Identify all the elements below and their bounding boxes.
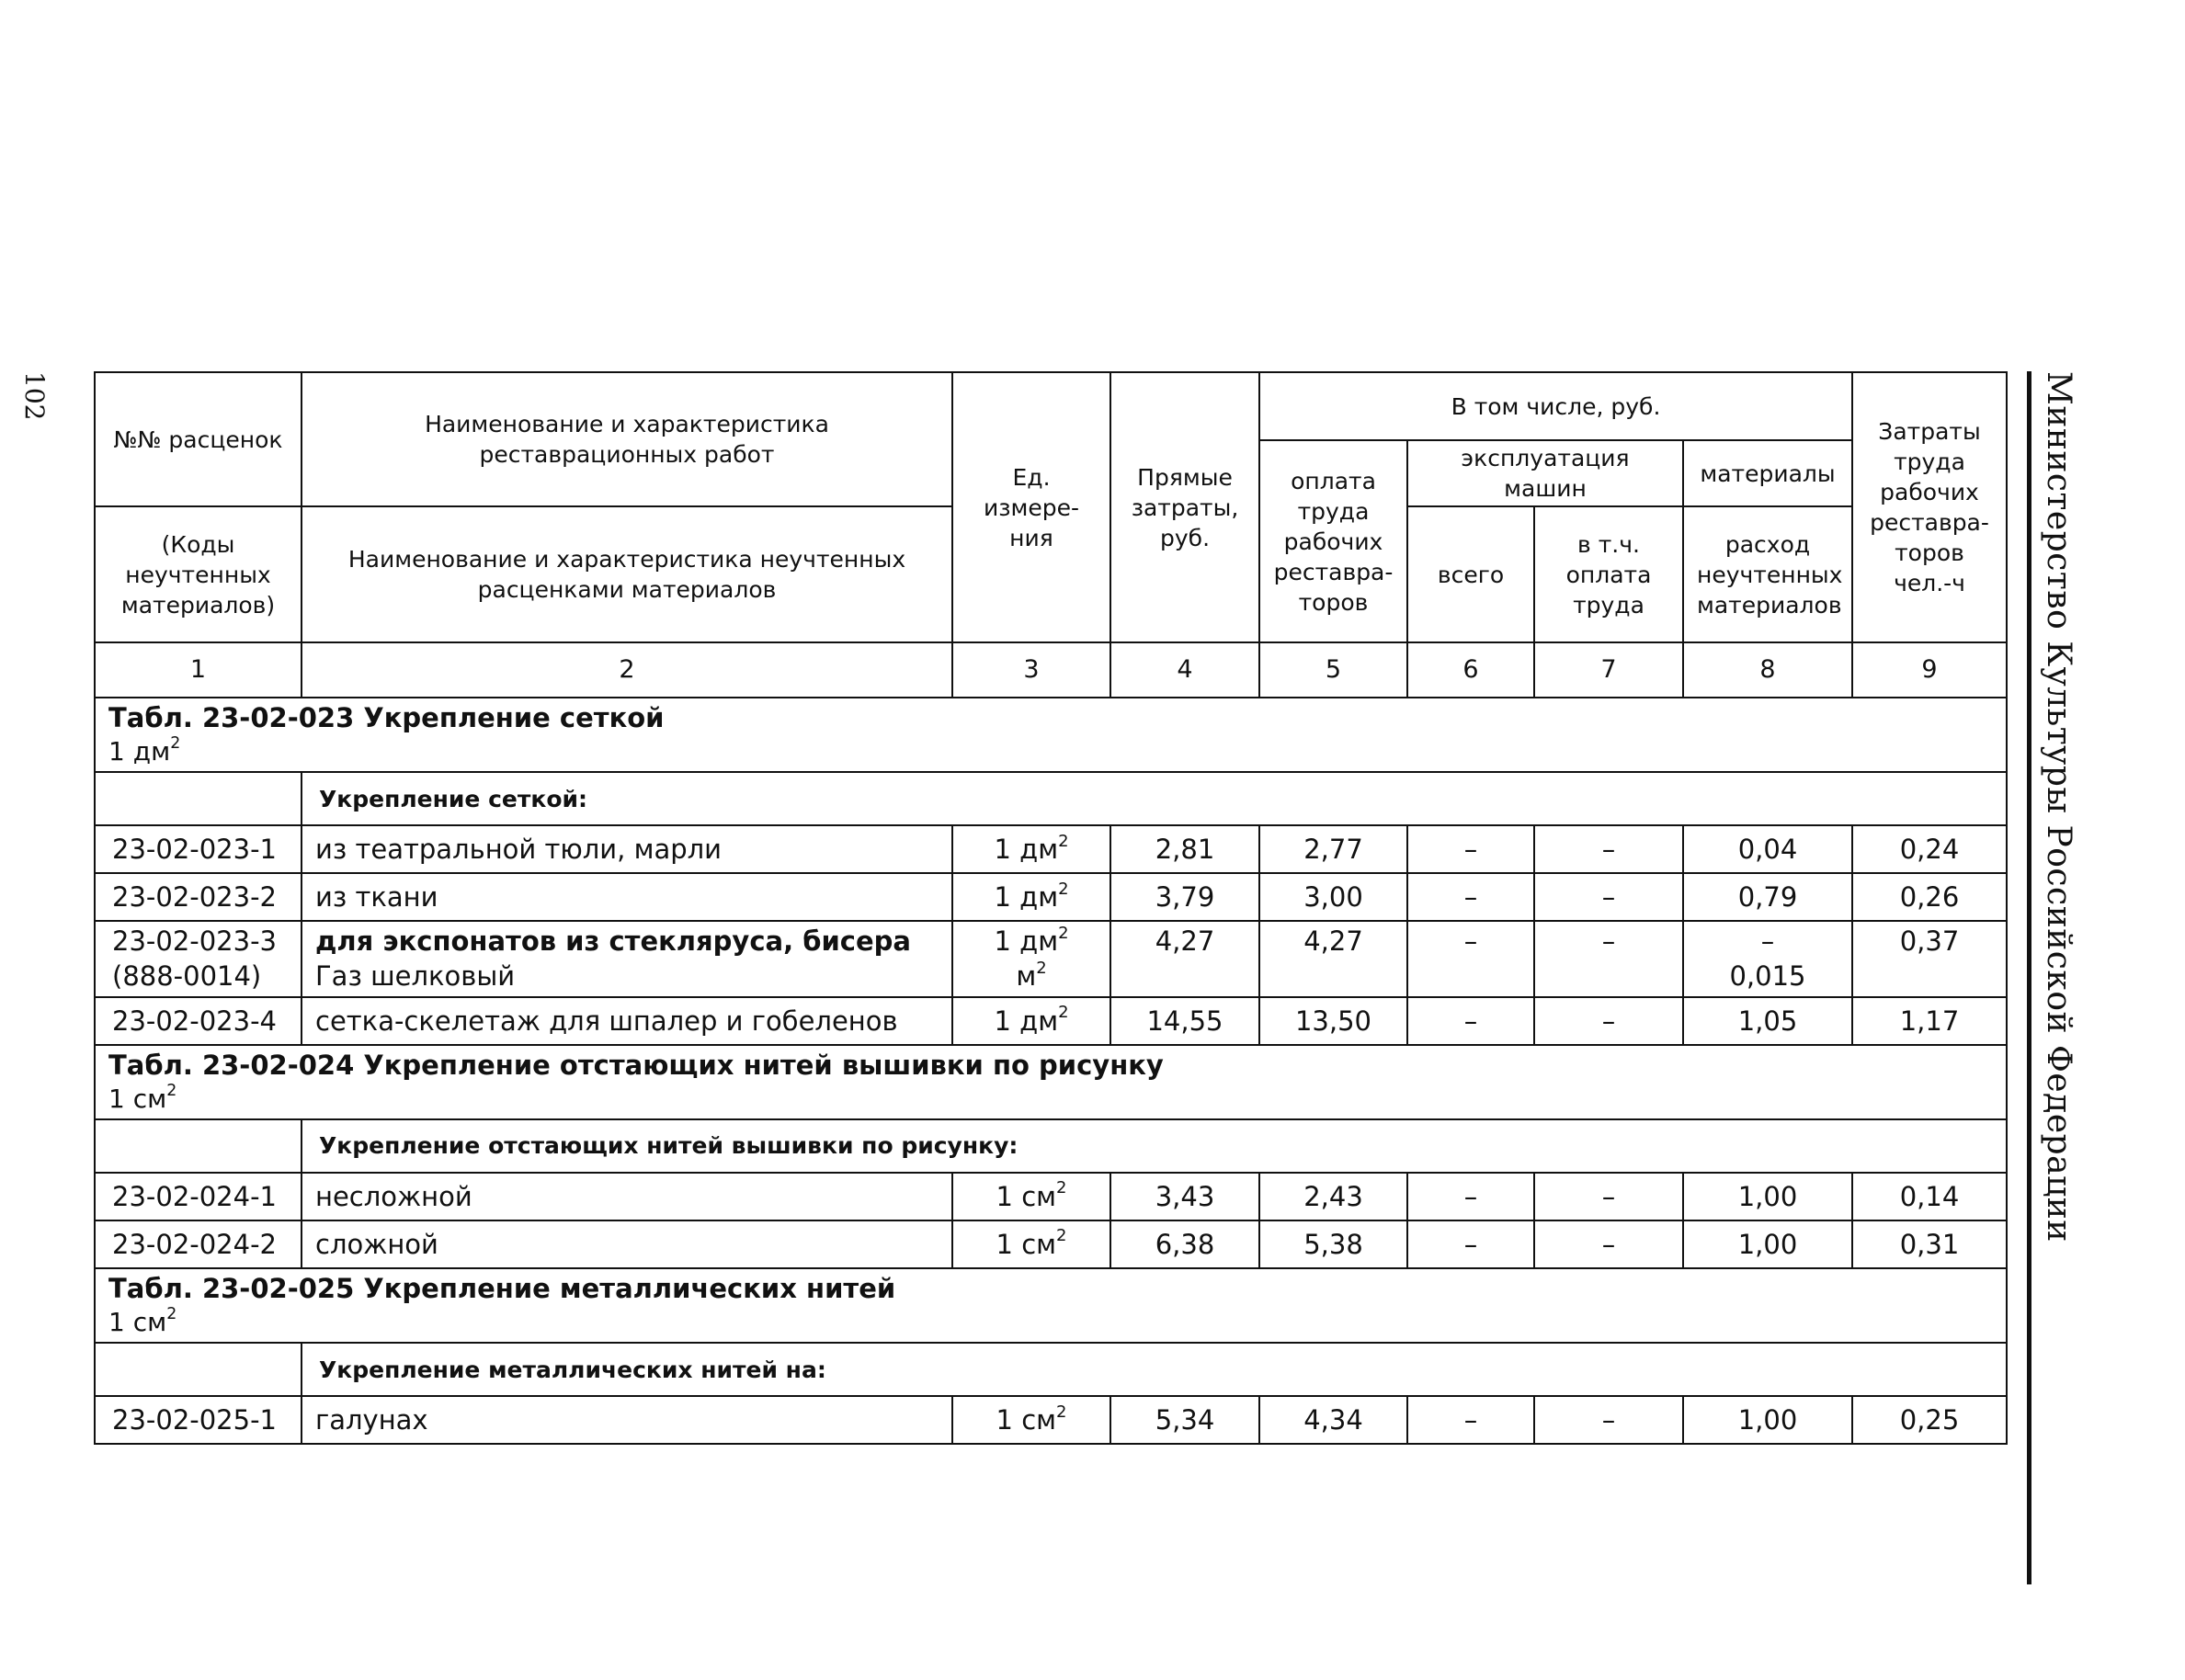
unit-cell: 1 $дм^2$ [952, 873, 1110, 921]
labor-cost: 4,34 [1259, 1396, 1407, 1444]
rate-code: 23-02-024-1 [95, 1173, 302, 1220]
direct-cost: 4,27 [1110, 921, 1259, 997]
unit-cell: 1 $дм^2$ [952, 997, 1110, 1045]
labor-hours: 0,14 [1852, 1173, 2007, 1220]
materials-cost: 0,04 [1683, 825, 1852, 873]
labor-hours: 0,37 [1852, 921, 2007, 997]
material-name: Газ шелковый [315, 960, 516, 993]
section-unit: 1 $дм^2$ [108, 734, 181, 767]
work-name [302, 921, 952, 997]
unit-cell: 1 $дм^2$ $м^2$ [952, 921, 1110, 997]
machine-cost: – [1407, 873, 1534, 921]
labor-cost: 2,77 [1259, 825, 1407, 873]
header-labor-hours: Затраты труда рабочих реставра-торов чел.-ч [1852, 372, 2007, 642]
materials-cost: – 0,015 [1683, 921, 1852, 997]
header-direct-costs: Прямые затраты, руб. [1110, 372, 1259, 642]
work-name: несложной [302, 1173, 952, 1220]
machine-cost: – [1407, 825, 1534, 873]
machine-cost: – [1407, 1220, 1534, 1268]
header-machines: эксплуатация машин [1407, 440, 1683, 506]
direct-cost: 3,79 [1110, 873, 1259, 921]
section-title: Табл. 23-02-024 Укрепление отстающих нитей вышивки по рисунку [108, 1049, 1164, 1081]
direct-cost: 6,38 [1110, 1220, 1259, 1268]
work-name: галунах [302, 1396, 952, 1444]
direct-cost: 2,81 [1110, 825, 1259, 873]
machine-cost: – [1407, 921, 1534, 997]
section-unit: 1 $см^2$ [108, 1305, 177, 1338]
labor-hours: 0,31 [1852, 1220, 2007, 1268]
work-name: сетка-скелетаж для шпалер и гобеленов [302, 997, 952, 1045]
labor-hours: 1,17 [1852, 997, 2007, 1045]
machine-labor-cost: – [1534, 825, 1683, 873]
header-name-bottom: Наименование и характеристика неучтенных расценками материалов [302, 506, 952, 642]
header-codes-bottom: (Коды неучтенных материалов) [95, 506, 302, 642]
machine-labor-cost: – [1534, 1220, 1683, 1268]
page-number: 102 [19, 371, 50, 421]
column-number: 7 [1534, 642, 1683, 698]
unit-cell: 1 $см^2$ [952, 1220, 1110, 1268]
header-labor-pay: оплата труда рабочих реставра-торов [1259, 440, 1407, 642]
column-number: 5 [1259, 642, 1407, 698]
unit-cell: 1 $см^2$ [952, 1173, 1110, 1220]
header-machines-total: всего [1407, 506, 1534, 642]
machine-cost: – [1407, 1396, 1534, 1444]
column-number: 2 [302, 642, 952, 698]
section-header [95, 1268, 2007, 1343]
section-unit: 1 $см^2$ [108, 1082, 177, 1115]
rate-code: 23-02-023-1 [95, 825, 302, 873]
rate-code [95, 921, 302, 997]
table-row [95, 873, 2007, 921]
machine-cost: – [1407, 1173, 1534, 1220]
header-name-top: Наименование и характеристика реставрационных работ [302, 372, 952, 506]
table-row [95, 1220, 2007, 1268]
column-numbers-row [95, 642, 2007, 698]
work-name: сложной [302, 1220, 952, 1268]
labor-cost: 3,00 [1259, 873, 1407, 921]
machine-labor-cost: – [1534, 997, 1683, 1045]
rate-code: 23-02-023-4 [95, 997, 302, 1045]
subsection-row [95, 1343, 2007, 1396]
unit-cell: 1 $см^2$ [952, 1396, 1110, 1444]
materials-cost: 0,79 [1683, 873, 1852, 921]
header-materials: материалы [1683, 440, 1852, 506]
work-name: из ткани [302, 873, 952, 921]
labor-hours: 0,26 [1852, 873, 2007, 921]
table-row [95, 997, 2007, 1045]
machine-labor-cost: – [1534, 873, 1683, 921]
machine-labor-cost: – [1534, 1396, 1683, 1444]
section-header [95, 1045, 2007, 1119]
table-row [95, 1173, 2007, 1220]
materials-cost: 1,00 [1683, 1220, 1852, 1268]
header-materials-usage: расход неучтенных материалов [1683, 506, 1852, 642]
subsection-title: Укрепление отстающих нитей вышивки по рисунку: [302, 1119, 2007, 1173]
table-row [95, 921, 2007, 997]
direct-cost: 5,34 [1110, 1396, 1259, 1444]
rate-code: 23-02-024-2 [95, 1220, 302, 1268]
header-unit: Ед. измере-ния [952, 372, 1110, 642]
machine-labor-cost: – [1534, 921, 1683, 997]
table-row [95, 825, 2007, 873]
direct-cost: 14,55 [1110, 997, 1259, 1045]
labor-hours: 0,24 [1852, 825, 2007, 873]
header-machines-labor: в т.ч. оплата труда [1534, 506, 1683, 642]
section-title: Табл. 23-02-023 Укрепление сеткой [108, 702, 665, 733]
direct-cost: 3,43 [1110, 1173, 1259, 1220]
unit-cell: 1 $дм^2$ [952, 825, 1110, 873]
column-number: 1 [95, 642, 302, 698]
machine-labor-cost: – [1534, 1173, 1683, 1220]
rate-code-main: 23-02-023-3 [112, 925, 277, 958]
subsection-title: Укрепление металлических нитей на: [302, 1343, 2007, 1396]
side-title: Министерство Культуры Российской Федерации [2040, 371, 2077, 1243]
work-name: из театральной тюли, марли [302, 825, 952, 873]
rate-code: 23-02-023-2 [95, 873, 302, 921]
materials-cost: 1,00 [1683, 1173, 1852, 1220]
labor-cost: 4,27 [1259, 921, 1407, 997]
right-border-rule [2027, 371, 2031, 1584]
column-number: 6 [1407, 642, 1534, 698]
labor-cost: 2,43 [1259, 1173, 1407, 1220]
work-name-main: для экспонатов из стекляруса, бисера [315, 925, 911, 958]
header-codes-top: №№ расценок [95, 372, 302, 506]
subsection-row [95, 1119, 2007, 1173]
material-code: (888-0014) [112, 960, 262, 993]
materials-cost: 1,00 [1683, 1396, 1852, 1444]
labor-cost: 13,50 [1259, 997, 1407, 1045]
header-including: В том числе, руб. [1259, 372, 1852, 440]
column-number: 9 [1852, 642, 2007, 698]
subsection-row [95, 772, 2007, 825]
table-row [95, 1396, 2007, 1444]
labor-hours: 0,25 [1852, 1396, 2007, 1444]
column-number: 3 [952, 642, 1110, 698]
column-number: 4 [1110, 642, 1259, 698]
subsection-title: Укрепление сеткой: [302, 772, 2007, 825]
rate-code: 23-02-025-1 [95, 1396, 302, 1444]
rates-table [94, 371, 2008, 1445]
labor-cost: 5,38 [1259, 1220, 1407, 1268]
section-title: Табл. 23-02-025 Укрепление металлических нитей [108, 1272, 896, 1304]
section-header [95, 698, 2007, 772]
column-number: 8 [1683, 642, 1852, 698]
machine-cost: – [1407, 997, 1534, 1045]
materials-cost: 1,05 [1683, 997, 1852, 1045]
